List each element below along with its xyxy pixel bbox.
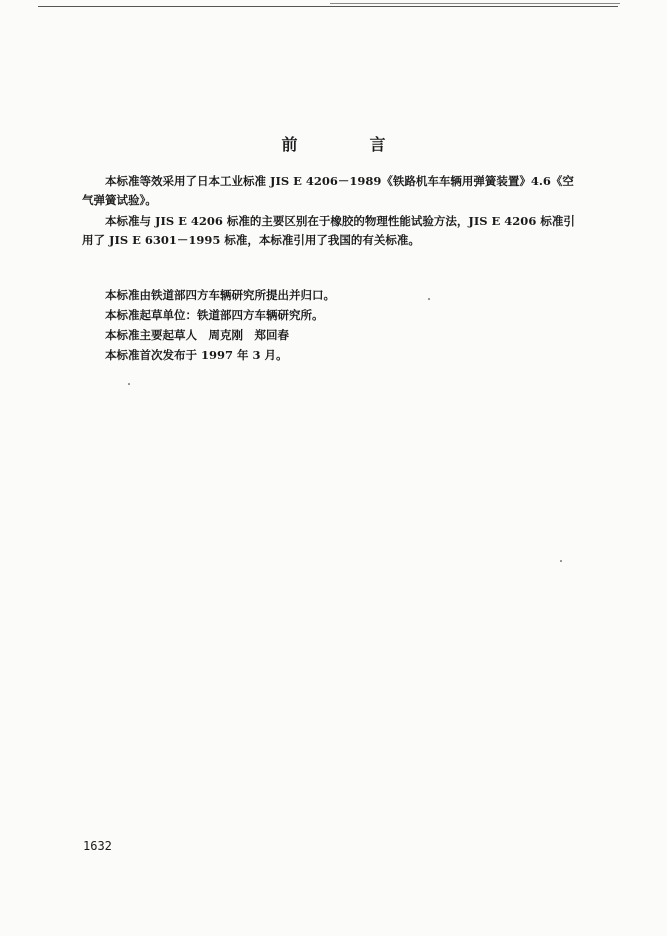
info-line-drafting-unit: 本标准起草单位：铁道部四方车辆研究所。	[105, 308, 324, 322]
header-rule	[38, 6, 618, 7]
scan-speck	[128, 383, 130, 385]
page-number: 1632	[83, 839, 112, 853]
info-line-proposer: 本标准由铁道部四方车辆研究所提出并归口。	[105, 288, 335, 302]
body-paragraph-2: 本标准与 JIS E 4206 标准的主要区别在于橡胶的物理性能试验方法，JIS E 4206 标准引用了 JIS E 6301－1995 标准，本标准引用了我国的有关标准。	[82, 214, 575, 247]
body-paragraph-1: 本标准等效采用了日本工业标准 JIS E 4206－1989《铁路机车车辆用弹簧装置》4.6《空气弹簧试验》。	[82, 174, 574, 207]
scan-speck	[560, 560, 562, 562]
info-line-first-issue: 本标准首次发布于 1997 年 3 月。	[105, 348, 288, 362]
header-rule-thin	[330, 3, 620, 4]
page-title: 前 言	[281, 135, 414, 154]
info-line-drafters: 本标准主要起草人 周克刚 郑回春	[105, 328, 289, 342]
scan-speck	[428, 298, 430, 300]
